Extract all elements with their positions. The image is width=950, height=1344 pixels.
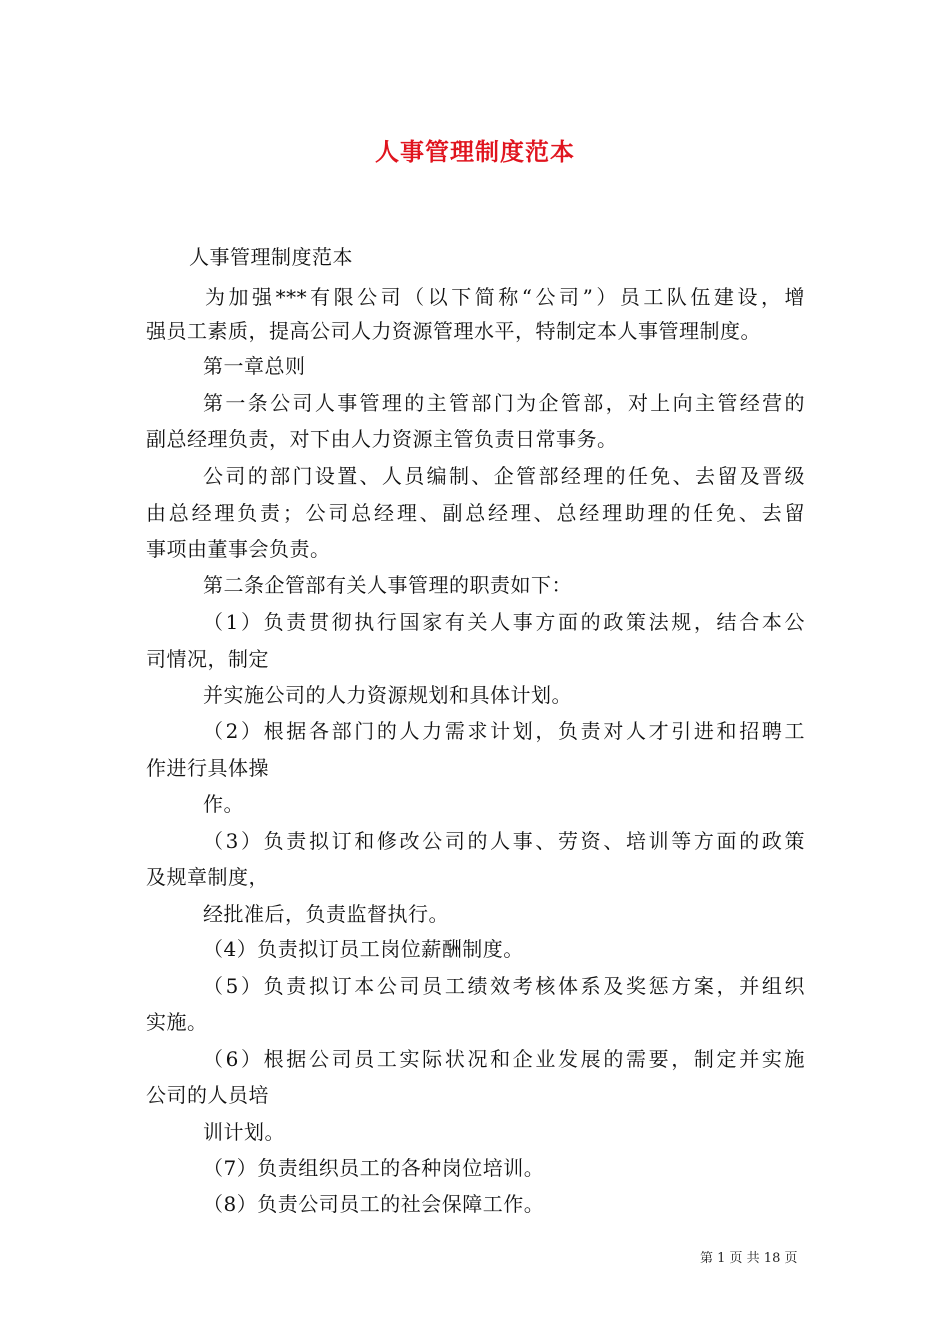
body-line: 及规章制度，: [146, 865, 269, 889]
body-line: 事项由董事会负责。: [146, 537, 331, 561]
body-line: 第二条企管部有关人事管理的职责如下：: [203, 573, 572, 597]
page-title: 人事管理制度范本: [375, 137, 575, 166]
body-line: （8）负责公司员工的社会保障工作。: [203, 1192, 545, 1216]
body-line: 副总经理负责，对下由人力资源主管负责日常事务。: [146, 427, 618, 451]
body-line: 作。: [203, 792, 244, 816]
body-line: 实施。: [146, 1010, 208, 1034]
body-line: （3）负责拟订和修改公司的人事、劳资、培训等方面的政策: [203, 829, 805, 853]
body-line: 为加强***有限公司（以下简称“公司”）员工队伍建设，增: [205, 285, 805, 309]
body-line: 作进行具体操: [146, 756, 269, 780]
body-line: 公司的部门设置、人员编制、企管部经理的任免、去留及晋级: [203, 464, 805, 488]
body-line: 人事管理制度范本: [189, 245, 353, 269]
body-line: （4）负责拟订员工岗位薪酬制度。: [203, 937, 524, 961]
body-line: 由总经理负责；公司总经理、副总经理、总经理助理的任免、去留: [146, 501, 805, 525]
body-line: 司情况，制定: [146, 647, 269, 671]
body-line: 训计划。: [203, 1120, 285, 1144]
body-line: 强员工素质，提高公司人力资源管理水平，特制定本人事管理制度。: [146, 319, 761, 343]
body-line: 第一条公司人事管理的主管部门为企管部，对上向主管经营的: [203, 391, 805, 415]
page-number: 第 1 页 共 18 页: [700, 1251, 798, 1266]
body-line: （7）负责组织员工的各种岗位培训。: [203, 1156, 545, 1180]
body-line: 经批准后，负责监督执行。: [203, 902, 449, 926]
body-line: 公司的人员培: [146, 1083, 269, 1107]
body-line: 第一章总则: [203, 354, 306, 378]
body-line: （6）根据公司员工实际状况和企业发展的需要，制定并实施: [203, 1047, 805, 1071]
body-line: （5）负责拟订本公司员工绩效考核体系及奖惩方案，并组织: [203, 974, 805, 998]
body-line: 并实施公司的人力资源规划和具体计划。: [203, 683, 572, 707]
body-line: （2）根据各部门的人力需求计划，负责对人才引进和招聘工: [203, 719, 805, 743]
body-line: （1）负责贯彻执行国家有关人事方面的政策法规，结合本公: [203, 610, 805, 634]
